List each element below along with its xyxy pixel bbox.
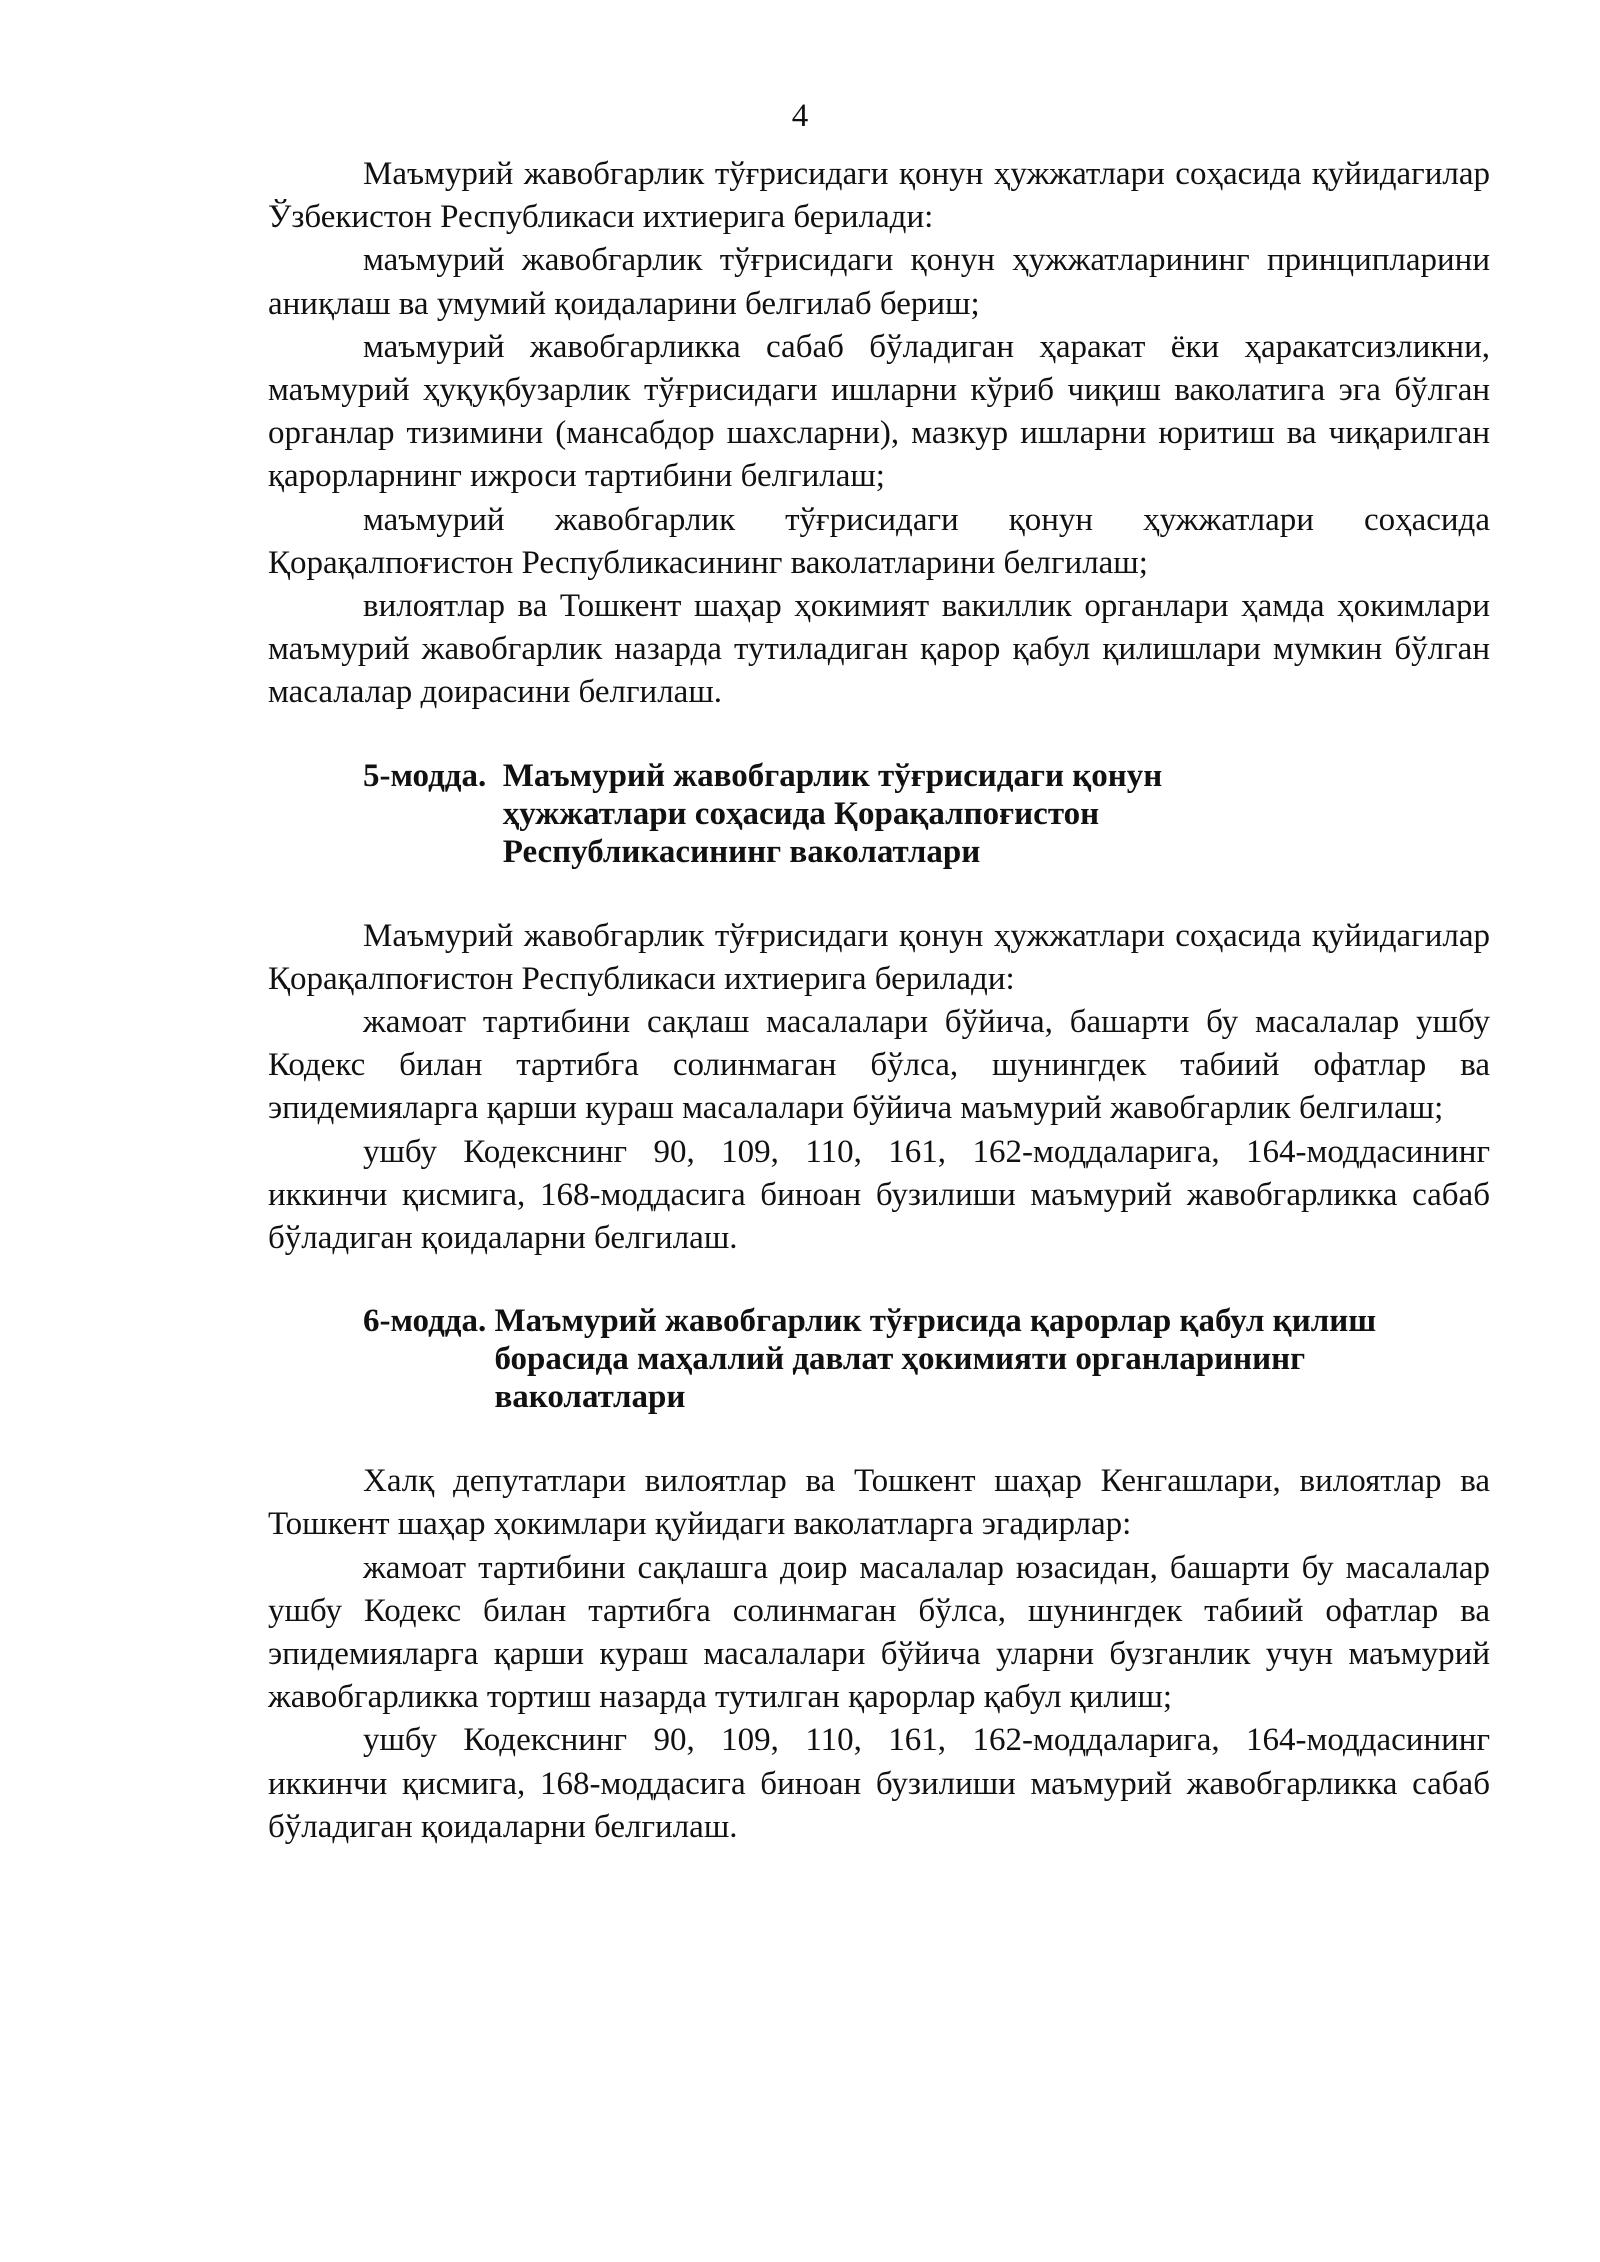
paragraph: маъмурий жавобгарлик тўғрисидаги қонун ҳужжатлари соҳасида Қорақалпоғистон Республикасининг ваколатларини белгилаш; <box>268 501 1490 581</box>
paragraph: маъмурий жавобгарлик тўғрисидаги қонун ҳужжатларининг принципларини аниқлаш ва умумий қоидаларини белгилаб бериш; <box>268 242 1490 322</box>
page-number: 4 <box>791 98 809 134</box>
article-5-title: Маъмурий жавобгарлик тўғрисидаги қонун ҳужжатлари соҳасида Қорақалпоғистон Республикасининг ваколатлари <box>502 757 1163 870</box>
document-body <box>268 153 1490 1849</box>
paragraph: ушбу Кодекснинг 90, 109, 110, 161, 162-моддаларига, 164-моддасининг иккинчи қисмига, 168-моддасига биноан бузилиши маъмурий жавобгарликка сабаб бўладиган қоидаларни белгилаш. <box>268 1722 1490 1845</box>
paragraph: жамоат тартибини сақлашга доир масалалар юзасидан, башарти бу масалалар ушбу Кодекс билан тартибга солинмаган бўлса, шунингдек табиий офатлар ва эпидемияларга қарши кураш масалалари бўйича уларни бузганлик учун маъмурий жавобгарликка тортиш назарда тутилган қарорлар қабул қилиш; <box>268 1549 1490 1716</box>
paragraph: ушбу Кодекснинг 90, 109, 110, 161, 162-моддаларига, 164-моддасининг иккинчи қисмига, 168-моддасига биноан бузилиши маъмурий жавобгарликка сабаб бўладиган қоидаларни белгилаш. <box>268 1133 1490 1257</box>
article-5-number: 5-модда. <box>363 757 503 794</box>
paragraph: Маъмурий жавобгарлик тўғрисидаги қонун ҳужжатлари соҳасида қуйидагилар Қорақалпоғистон Республикаси ихтиерига берилади: <box>268 917 1490 997</box>
article-5 <box>268 757 1490 1261</box>
article-6-title: Маъмурий жавобгарлик тўғрисида қарорлар қабул қилиш борасида маҳаллий давлат ҳокимияти органларининг ваколатлари <box>494 1303 1377 1416</box>
section-intro <box>268 153 1490 715</box>
paragraph: Халқ депутатлари вилоятлар ва Тошкент шаҳар Кенгашлари, вилоятлар ва Тошкент шаҳар ҳокимлари қуйидаги ваколатларга эгадирлар: <box>268 1463 1490 1543</box>
paragraph: Маъмурий жавобгарлик тўғрисидаги қонун ҳужжатлари соҳасида қуйидагилар Ўзбекистон Республикаси ихтиерига берилади: <box>268 156 1490 236</box>
article-6-heading <box>363 1302 1490 1416</box>
paragraph: жамоат тартибини сақлаш масалалари бўйича, башарти бу масалалар ушбу Кодекс билан тартибга солинмаган бўлса, шунингдек табиий офатлар ва эпидемияларга қарши кураш масалалари бўйича маъмурий жавобгарлик белгилаш; <box>268 1004 1490 1127</box>
article-6-number: 6-модда. <box>363 1303 495 1340</box>
article-5-heading <box>363 757 1490 871</box>
article-6 <box>268 1302 1490 1849</box>
paragraph: маъмурий жавобгарликка сабаб бўладиган ҳаракат ёки ҳаракатсизликни, маъмурий ҳуқуқбузарлик тўғрисидаги ишларни кўриб чиқиш ваколатига эга бўлган органлар тизимини (мансабдор шахсларни), мазкур ишларни юритиш ва чиқарилган қарорларнинг ижроси тартибини белгилаш; <box>268 328 1490 495</box>
paragraph: вилоятлар ва Тошкент шаҳар ҳокимият вакиллик органлари ҳамда ҳокимлари маъмурий жавобгарлик назарда тутиладиган қарор қабул қилишлари мумкин бўлган масалалар доирасини белгилаш. <box>268 588 1490 711</box>
